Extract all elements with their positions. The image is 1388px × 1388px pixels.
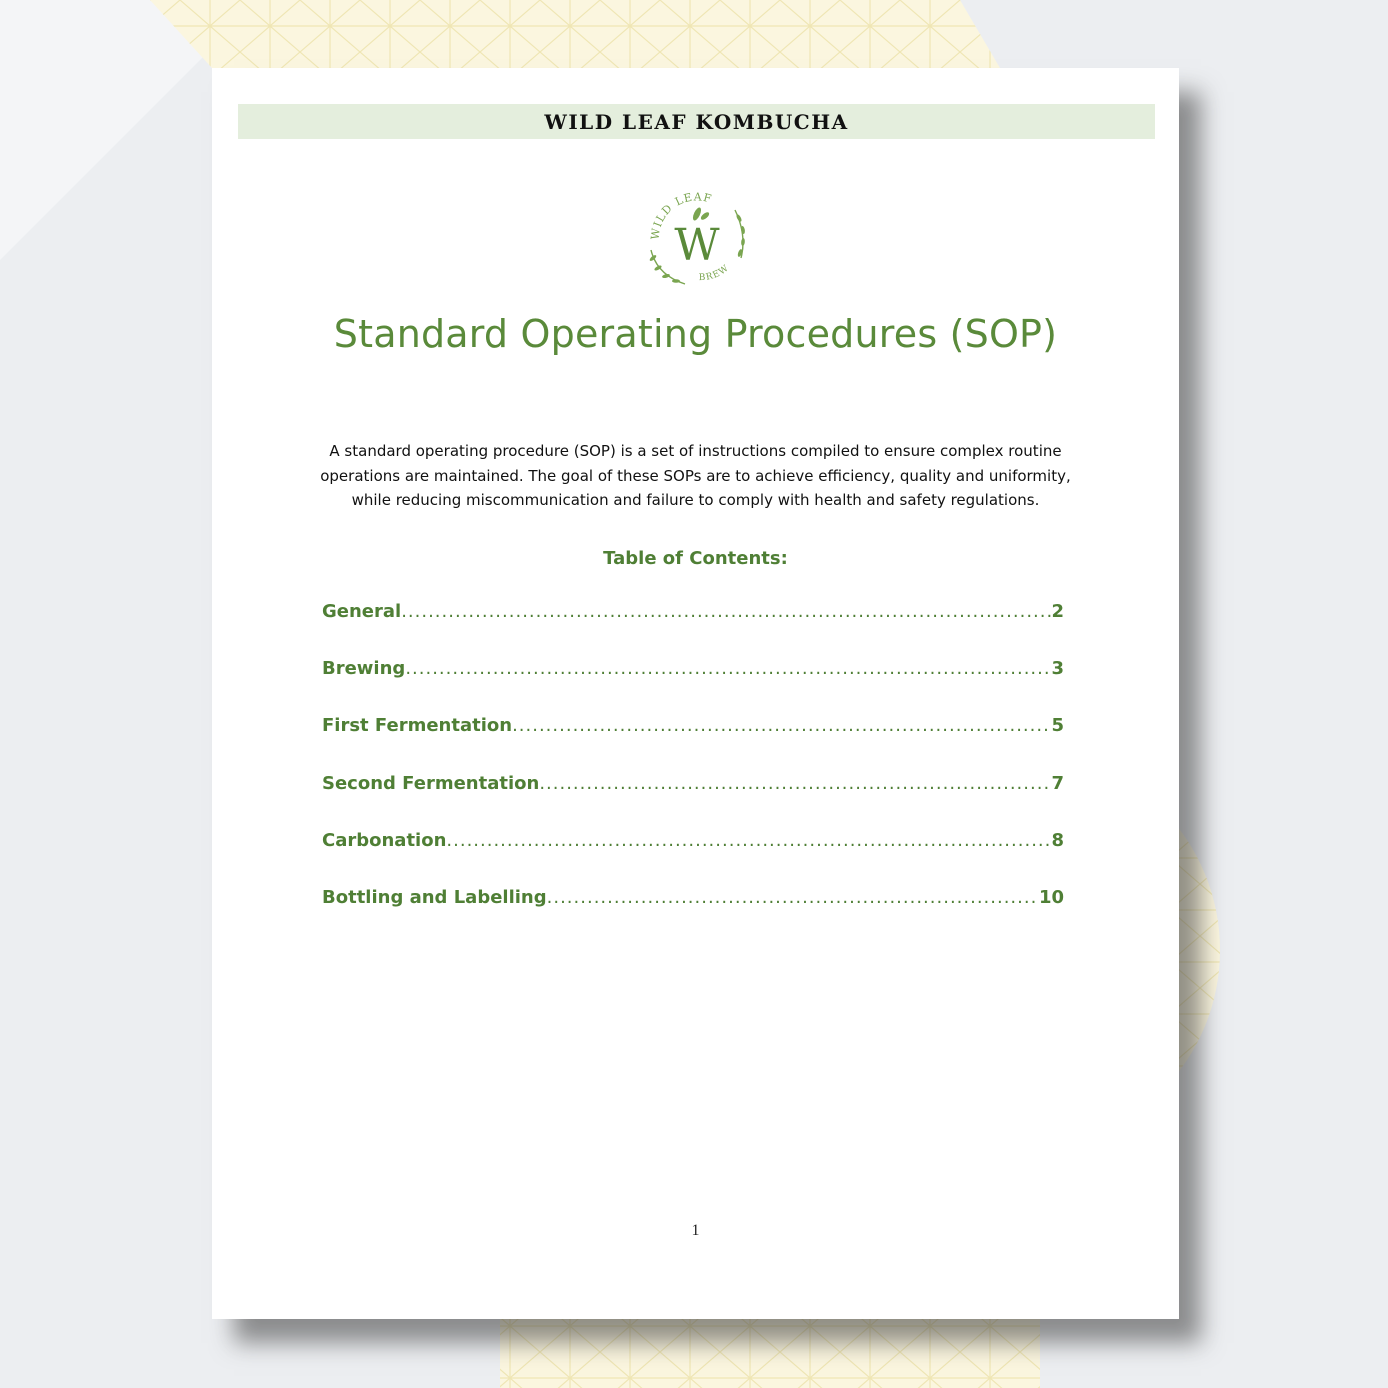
company-logo (637, 180, 757, 300)
toc-item-carbonation[interactable] (322, 830, 1064, 887)
toc-leader-dots (401, 601, 1051, 622)
toc-leader-dots (446, 830, 1051, 851)
toc-leader-dots (539, 773, 1051, 794)
toc-leader-dots (405, 658, 1051, 679)
toc-leader-dots (512, 715, 1051, 736)
page-number: 1 (691, 1222, 700, 1239)
header-band (238, 104, 1155, 139)
company-name: WILD LEAF KOMBUCHA (544, 109, 849, 134)
toc-label: General (322, 601, 402, 622)
intro-paragraph: A standard operating procedure (SOP) is a set of instructions compiled to ensure complex routine operations are maintained. The goal of these SOPs are to achieve efficiency, quality and uniformity, while reducing miscommunication and failure to comply with health and safety regulations. (320, 442, 1071, 509)
svg-text:W: W (674, 220, 720, 271)
toc-label: Bottling and Labelling (322, 886, 547, 908)
document-page (212, 68, 1179, 1319)
svg-text:BREW: BREW (698, 263, 732, 284)
toc-label: First Fermentation (322, 715, 513, 737)
toc-page-number: 7 (1051, 772, 1064, 794)
svg-text:WILD LEAF: WILD LEAF (648, 190, 714, 241)
toc-item-first-fermentation[interactable] (322, 715, 1064, 772)
toc-page-number: 8 (1051, 829, 1064, 851)
toc-page-number: 3 (1051, 658, 1064, 680)
toc-item-second-fermentation[interactable] (322, 773, 1064, 830)
toc-leader-dots (547, 887, 1039, 908)
toc-item-bottling-and-labelling[interactable] (322, 887, 1064, 944)
toc-page-number: 5 (1051, 715, 1064, 737)
toc-page-number: 10 (1038, 886, 1064, 908)
document-title: Standard Operating Procedures (SOP) (333, 312, 1058, 356)
toc-item-brewing[interactable] (322, 658, 1064, 715)
table-of-contents (322, 601, 1064, 944)
toc-label: Second Fermentation (322, 772, 540, 794)
toc-heading: Table of Contents: (603, 548, 788, 569)
toc-label: Carbonation (322, 829, 447, 851)
toc-item-general[interactable] (322, 601, 1064, 658)
toc-label: Brewing (322, 658, 406, 680)
toc-page-number: 2 (1051, 601, 1064, 622)
